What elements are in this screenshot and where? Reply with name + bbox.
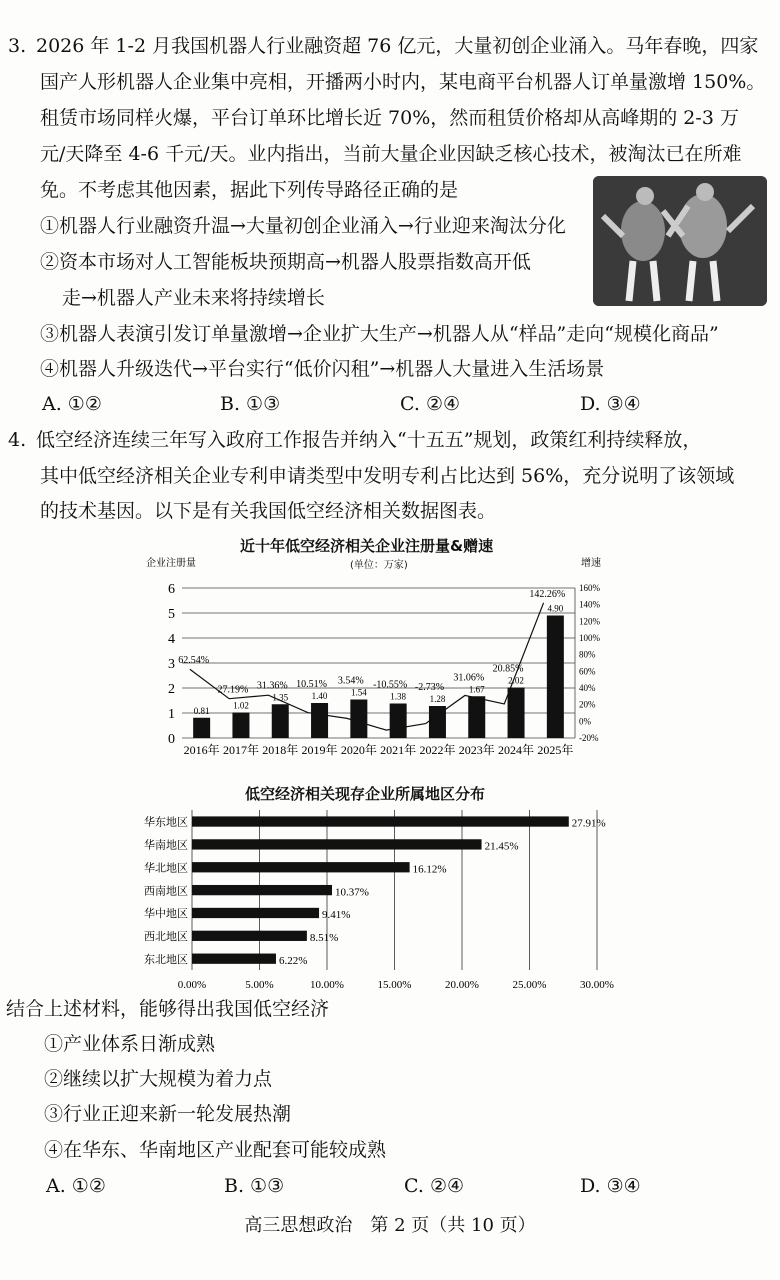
registration-chart	[0, 550, 780, 780]
q3-line-1: 2026 年 1-2 月我国机器人行业融资超 76 亿元，大量初创企业涌入。马年春晚，四家	[36, 35, 759, 57]
region-bar	[192, 885, 332, 895]
x-tick-label: 20.00%	[445, 979, 479, 991]
region-value-label: 9.41%	[322, 909, 351, 922]
region-label: 西北地区	[144, 930, 188, 943]
region-value-label: 27.91%	[571, 817, 606, 830]
x-tick-label: 2019年	[301, 743, 338, 757]
q4-line-3: 的技术基因。以下是有关我国低空经济相关数据图表。	[40, 500, 497, 522]
q3-number: 3.	[8, 35, 27, 57]
q4-option-b: B. ①③	[224, 1175, 285, 1197]
q4-option-d: D. ③④	[580, 1175, 641, 1197]
y2-tick-label: 120%	[579, 616, 600, 627]
q3-item-4: ④机器人升级迭代→平台实行“低价闪租”→机器人大量进入生活场景	[40, 358, 605, 380]
y2-tick-label: 20%	[579, 699, 596, 710]
bar	[350, 700, 367, 739]
region-bar	[192, 908, 319, 918]
page-footer: 高三思想政治 第 2 页（共 10 页）	[244, 1215, 536, 1236]
x-tick-label: 2025年	[537, 743, 574, 757]
x-tick-label: 2018年	[262, 743, 299, 757]
y-tick-label: 4	[168, 632, 175, 647]
growth-value-label: -2.73%	[414, 682, 445, 693]
bar-value-label: 1.28	[429, 694, 446, 704]
y-tick-label: 2	[168, 682, 175, 697]
region-value-label: 10.37%	[334, 886, 369, 899]
y2-tick-label: 80%	[579, 649, 596, 660]
y-tick-label: 1	[168, 707, 175, 722]
bar	[311, 703, 328, 738]
x-tick-label: 2024年	[498, 743, 535, 757]
x-tick-label: 2021年	[380, 743, 417, 757]
bar-value-label: 1.02	[233, 700, 249, 711]
q4-option-c: C. ②④	[404, 1175, 465, 1197]
y-tick-label: 5	[168, 607, 175, 622]
bar	[193, 718, 210, 738]
y-tick-label: 6	[168, 582, 175, 597]
chart2-title: 低空经济相关现存企业所属地区分布	[245, 785, 486, 803]
q3-line-4: 元/天降至 4-6 千元/天。业内指出，当前大量企业因缺乏核心技术，被淘汰已在所难	[40, 143, 742, 165]
bar	[468, 696, 485, 738]
bar	[272, 704, 289, 738]
q4-item-4: ④在华东、华南地区产业配套可能较成熟	[44, 1139, 387, 1161]
q3-item-2: ②资本市场对人工智能板块预期高→机器人股票指数高开低	[40, 251, 531, 273]
bar	[547, 616, 564, 739]
q3-line-5: 免。不考虑其他因素，据此下列传导路径正确的是	[40, 179, 459, 201]
x-tick-label: 0.00%	[177, 979, 207, 991]
q4-item-3: ③行业正迎来新一轮发展热潮	[44, 1103, 292, 1125]
region-label: 华中地区	[144, 908, 188, 921]
q3-line-3: 租赁市场同样火爆，平台订单环比增长近 70%，然而租赁价格却从高峰期的 2-3 万	[40, 107, 739, 129]
region-bar	[192, 816, 569, 826]
growth-value-label: 31.06%	[453, 672, 485, 684]
region-label: 东北地区	[144, 953, 188, 966]
growth-value-label: -10.55%	[373, 679, 408, 691]
region-label: 华东地区	[144, 816, 188, 829]
y-tick-label: 0	[168, 732, 175, 747]
x-tick-label: 15.00%	[377, 979, 412, 991]
bar	[508, 688, 525, 739]
x-tick-label: 5.00%	[245, 979, 274, 991]
growth-value-label: 10.51%	[296, 679, 327, 690]
x-tick-label: 2020年	[340, 743, 377, 757]
q3-option-c: C. ②④	[400, 393, 461, 415]
region-value-label: 16.12%	[412, 863, 447, 876]
q4-option-a: A. ①②	[46, 1175, 106, 1197]
region-bar	[192, 862, 410, 872]
q3-line-2: 国产人形机器人企业集中亮相，开播两小时内，某电商平台机器人订单量激增 150%。	[40, 71, 766, 93]
q4-number: 4.	[8, 429, 27, 451]
x-tick-label: 2016年	[183, 743, 220, 757]
growth-value-label: 3.54%	[337, 675, 364, 687]
region-bar	[192, 954, 276, 964]
bar-value-label: 1.67	[468, 684, 485, 695]
growth-value-label: 142.26%	[529, 588, 566, 600]
x-tick-label: 2017年	[222, 743, 259, 757]
x-tick-label: 2022年	[419, 743, 456, 757]
y-tick-label: 3	[168, 657, 175, 672]
bar-value-label: 4.90	[547, 603, 564, 614]
q3-option-b: B. ①③	[220, 393, 281, 415]
region-label: 华南地区	[144, 839, 188, 852]
bar-value-label: 1.40	[311, 691, 328, 701]
region-bar	[192, 931, 307, 941]
q3-item-2-cont: 走→机器人产业未来将持续增长	[62, 287, 325, 309]
growth-value-label: 31.36%	[256, 680, 288, 692]
y2-tick-label: 140%	[579, 599, 600, 610]
q4-stem: 结合上述材料，能够得出我国低空经济	[6, 998, 330, 1020]
bar	[232, 713, 249, 739]
region-label: 西南地区	[144, 885, 188, 898]
x-tick-label: 25.00%	[512, 979, 547, 991]
y2-tick-label: 40%	[579, 683, 596, 693]
y2-axis-label: 增速	[581, 558, 601, 569]
bar-value-label: 1.35	[272, 692, 289, 703]
region-value-label: 6.22%	[278, 954, 308, 967]
region-value-label: 8.51%	[309, 931, 339, 944]
robot-photo	[593, 176, 767, 306]
y2-tick-label: 160%	[579, 583, 600, 593]
region-label: 华北地区	[144, 862, 188, 875]
region-value-label: 21.45%	[484, 840, 519, 853]
q4-line-2: 其中低空经济相关企业专利申请类型中发明专利占比达到 56%，充分说明了该领域	[40, 465, 735, 487]
y2-tick-label: 100%	[579, 633, 600, 643]
bar-value-label: 1.38	[390, 691, 407, 702]
bar-value-label: 2.02	[508, 675, 524, 686]
growth-value-label: 20.85%	[492, 663, 524, 675]
bar-value-label: 0.81	[193, 705, 210, 716]
q4-line-1: 低空经济连续三年写入政府工作报告并纳入“十五五”规划，政策红利持续释放，	[36, 429, 702, 451]
q4-item-1: ①产业体系日渐成熟	[44, 1033, 216, 1055]
y2-tick-label: -20%	[579, 733, 599, 743]
q4-item-2: ②继续以扩大规模为着力点	[44, 1068, 273, 1090]
q3-item-3: ③机器人表演引发订单量激增→企业扩大生产→机器人从“样品”走向“规模化商品”	[40, 323, 719, 345]
y-axis-label: 企业注册量	[146, 558, 196, 569]
x-tick-label: 10.00%	[310, 979, 344, 991]
bar-value-label: 1.54	[350, 687, 367, 698]
chart1-title: 近十年低空经济相关企业注册量&赠速	[240, 537, 494, 555]
q3-item-1: ①机器人行业融资升温→大量初创企业涌入→行业迎来淘汰分化	[40, 215, 566, 237]
x-tick-label: 2023年	[458, 743, 495, 757]
q3-option-a: A. ①②	[42, 393, 102, 415]
y2-tick-label: 60%	[579, 666, 596, 677]
chart1-subtitle: (单位：万家)	[350, 560, 408, 571]
growth-value-label: 62.54%	[178, 655, 210, 667]
region-bar	[192, 839, 482, 849]
x-tick-label: 30.00%	[580, 979, 614, 991]
q3-option-d: D. ③④	[580, 393, 641, 415]
bar	[390, 704, 407, 739]
growth-value-label: 27.19%	[217, 684, 249, 696]
y2-tick-label: 0%	[579, 716, 591, 727]
region-chart	[0, 800, 780, 1000]
